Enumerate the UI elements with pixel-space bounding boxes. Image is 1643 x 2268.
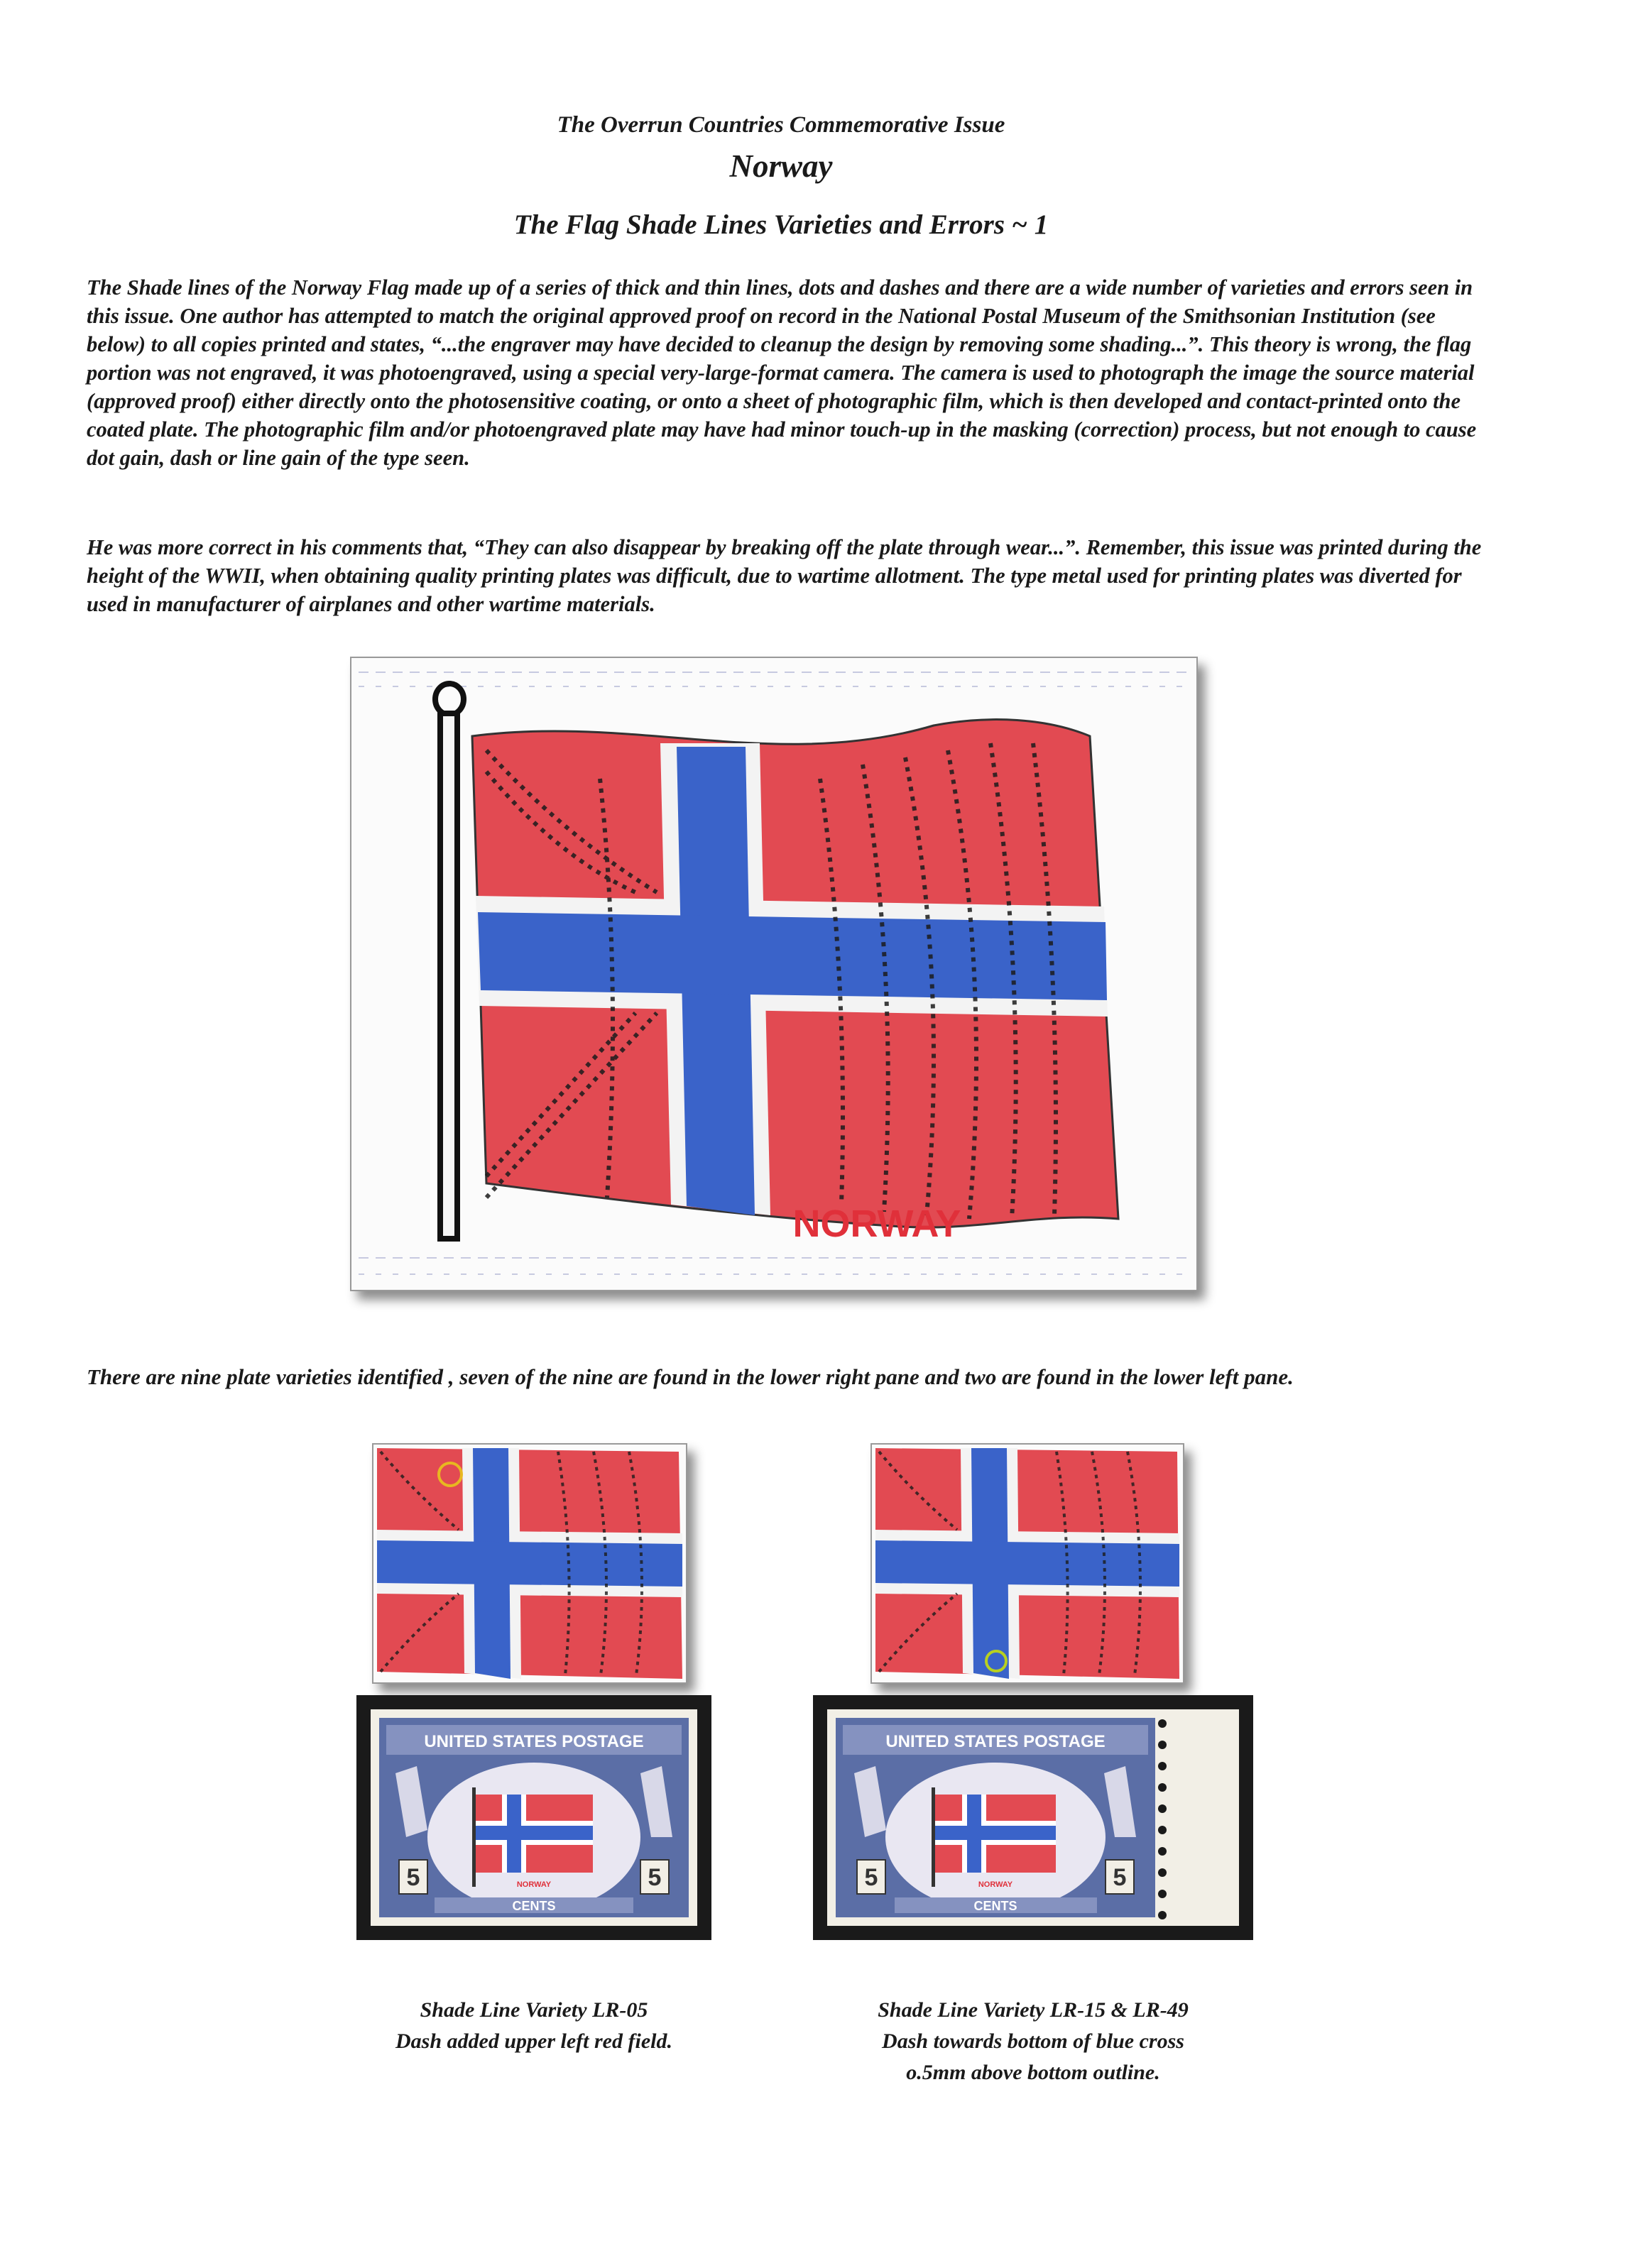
stamp-lr05-art [356, 1695, 711, 1940]
stamp-lr05 [356, 1695, 711, 1940]
stamp-banner: UNITED STATES POSTAGE [885, 1732, 1106, 1751]
country-title: Norway [729, 148, 833, 184]
stamp-denomination-right: 5 [1113, 1864, 1127, 1891]
proof-country-label: NORWAY [792, 1203, 961, 1245]
approved-proof-image [350, 657, 1198, 1291]
intro-paragraph: The Shade lines of the Norway Flag made up of a series of thick and thin lines, dots and dashes and there are a wide number of varieties and errors seen in this issue. One author has attempted to match the original approved proof on record in the National Postal Museum of the Smithsonian Institution (see below) to all copies printed and states, “...the engraver may have decided to cleanup the design by removing some shading...”. This theory is wrong, the flag portion was not engraved, it was photoengraved, using a special very-large-format camera. The camera is used to photograph the image the source material (approved proof) either directly onto the photosensitive coating, or onto a sheet of photographic film, which is then developed and contact-printed onto the coated plate. The photographic film and/or photoengraved plate may have had minor touch-up in the masking (correction) process, but not enough to cause dot gain, dash or line gain of the type seen. [87, 275, 1477, 470]
stamp-lr15-lr49 [813, 1695, 1253, 1940]
variety-lr15-caption [799, 1995, 1267, 2088]
stamp-denomination-right: 5 [648, 1864, 662, 1891]
varieties-note: There are nine plate varieties identified , seven of the nine are found in the lower right pane and two are found in the lower left pane. [87, 1364, 1294, 1389]
caption-description-cont: o.5mm above bottom outline. [906, 2061, 1160, 2084]
variety-lr15-flag [872, 1445, 1183, 1682]
stamp-lr15-art [813, 1695, 1253, 1940]
caption-title: Shade Line Variety LR-05 [420, 1998, 648, 2022]
stamp-denomination-left: 5 [406, 1864, 420, 1891]
stamp-flag-label: NORWAY [516, 1880, 552, 1889]
wear-paragraph: He was more correct in his comments that, “They can also disappear by breaking off the plate through wear...”. Remember, this issue was printed during the height of the WWII, when obtaining quality printing plates was difficult, due to wartime allotment. The type metal used for printing plates was diverted for used in manufacturer of airplanes and other wartime materials. [87, 535, 1482, 616]
stamp-denomination-left: 5 [864, 1864, 878, 1891]
series-title: The Overrun Countries Commemorative Issue [557, 112, 1005, 138]
page-subtitle: The Flag Shade Lines Varieties and Errors ~ 1 [513, 209, 1049, 240]
variety-lr05-flag [373, 1445, 686, 1682]
stamp-currency: CENTS [512, 1899, 556, 1913]
variety-lr05-detail [372, 1443, 687, 1684]
variety-lr05-caption [321, 1995, 747, 2057]
caption-description: Dash added upper left red field. [395, 2029, 672, 2053]
caption-description: Dash towards bottom of blue cross [882, 2029, 1184, 2053]
variety-lr15-detail [870, 1443, 1184, 1684]
stamp-flag-label: NORWAY [978, 1880, 1013, 1889]
stamp-banner: UNITED STATES POSTAGE [424, 1732, 644, 1751]
stamp-currency: CENTS [973, 1899, 1017, 1913]
proof-flag-illustration [351, 658, 1196, 1290]
caption-title: Shade Line Variety LR-15 & LR-49 [878, 1998, 1189, 2022]
